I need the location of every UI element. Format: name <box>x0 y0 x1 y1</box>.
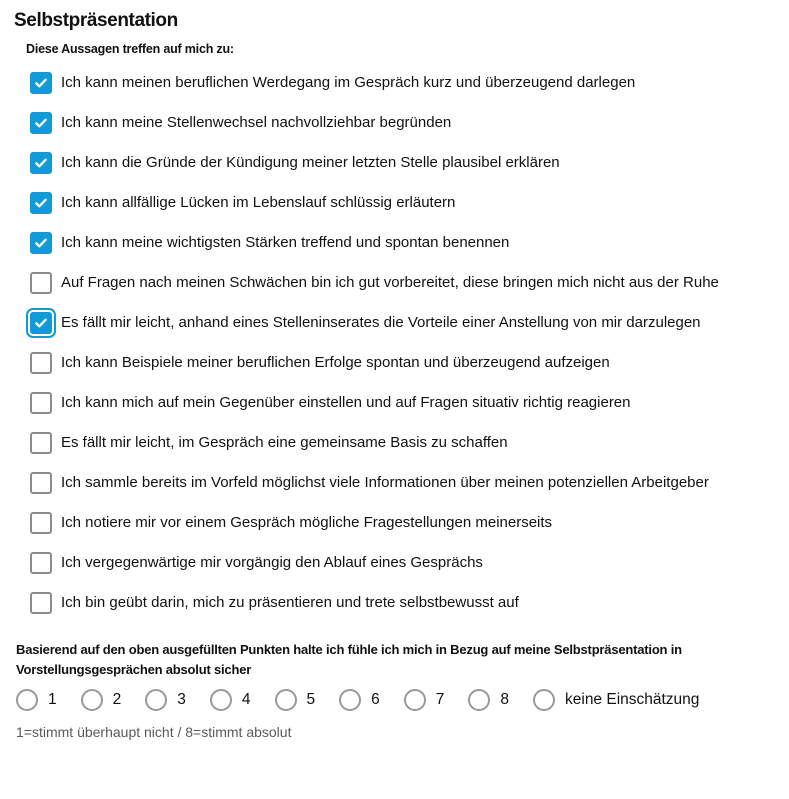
statement-row[interactable] <box>30 591 775 615</box>
rating-option-label: 7 <box>435 691 445 708</box>
rating-option-label: 3 <box>177 691 186 708</box>
statement-row[interactable] <box>30 311 775 335</box>
rating-option-label: keine Einschätzung <box>565 691 700 708</box>
statement-row[interactable] <box>30 511 775 535</box>
statement-checkbox[interactable] <box>30 392 52 414</box>
statement-checkbox[interactable] <box>30 312 52 334</box>
statement-label: Auf Fragen nach meinen Schwächen bin ich gut vorbereitet, diese bringen mich nicht aus der Ruhe <box>61 274 719 291</box>
radio-button[interactable] <box>210 689 232 711</box>
statement-row[interactable] <box>30 551 775 575</box>
rating-option-label: 5 <box>306 691 316 708</box>
rating-option-label: 8 <box>500 691 509 708</box>
statement-checkbox[interactable] <box>30 112 52 134</box>
radio-button[interactable] <box>275 689 297 711</box>
statement-row[interactable] <box>30 351 775 375</box>
statement-checkbox[interactable] <box>30 152 52 174</box>
rating-option[interactable] <box>81 689 122 711</box>
statement-checkbox[interactable] <box>30 472 52 494</box>
checkmark-icon <box>33 195 49 211</box>
checkmark-icon <box>33 75 49 91</box>
statement-label: Ich kann die Gründe der Kündigung meiner letzten Stelle plausibel erklären <box>61 154 560 171</box>
statement-row[interactable] <box>30 151 775 175</box>
rating-option-label: 6 <box>371 691 380 708</box>
rating-option[interactable] <box>210 689 251 711</box>
statement-checkbox[interactable] <box>30 552 52 574</box>
statement-checkbox[interactable] <box>30 72 52 94</box>
radio-button[interactable] <box>533 689 555 711</box>
statement-label: Ich kann mich auf mein Gegenüber einstellen und auf Fragen situativ richtig reagieren <box>61 394 631 411</box>
rating-option-label: 2 <box>112 691 122 708</box>
statement-label: Ich vergegenwärtige mir vorgängig den Ablauf eines Gesprächs <box>61 554 483 571</box>
statement-label: Es fällt mir leicht, im Gespräch eine gemeinsame Basis zu schaffen <box>61 434 508 451</box>
statement-row[interactable] <box>30 191 775 215</box>
statement-checkbox[interactable] <box>30 432 52 454</box>
statement-row[interactable] <box>30 231 775 255</box>
statement-checkbox[interactable] <box>30 272 52 294</box>
section-instruction: Diese Aussagen treffen auf mich zu: <box>26 42 234 56</box>
rating-question: Basierend auf den oben ausgefüllten Punkten halte ich fühle ich mich in Bezug auf meine Selbstpräsentation in Vorstellungsgesprächen absolut sicher <box>16 642 682 677</box>
statement-row[interactable] <box>30 471 775 495</box>
statement-row[interactable] <box>30 431 775 455</box>
checkmark-icon <box>33 155 49 171</box>
rating-option[interactable] <box>468 689 509 711</box>
rating-option-label: 4 <box>241 691 251 708</box>
statement-checkbox[interactable] <box>30 592 52 614</box>
checkmark-icon <box>33 235 49 251</box>
statement-label: Es fällt mir leicht, anhand eines Stelleninserates die Vorteile einer Anstellung von mir darzulegen <box>61 314 701 331</box>
rating-legend: 1=stimmt überhaupt nicht / 8=stimmt absolut <box>16 724 292 740</box>
rating-options <box>16 689 775 711</box>
rating-option-label: 1 <box>48 691 57 708</box>
statement-label: Ich kann Beispiele meiner beruflichen Erfolge spontan und überzeugend aufzeigen <box>61 354 610 371</box>
rating-option[interactable] <box>16 689 57 711</box>
rating-option[interactable] <box>145 689 186 711</box>
rating-option[interactable] <box>339 689 380 711</box>
statement-label: Ich kann meinen beruflichen Werdegang im Gespräch kurz und überzeugend darlegen <box>61 74 636 91</box>
statement-label: Ich kann meine wichtigsten Stärken treffend und spontan benennen <box>61 234 510 251</box>
statement-checkbox[interactable] <box>30 232 52 254</box>
statement-list <box>30 71 775 615</box>
statement-label: Ich kann allfällige Lücken im Lebenslauf schlüssig erläutern <box>61 194 456 211</box>
checkmark-icon <box>33 115 49 131</box>
rating-option[interactable] <box>275 689 316 711</box>
statement-row[interactable] <box>30 71 775 95</box>
radio-button[interactable] <box>16 689 38 711</box>
radio-button[interactable] <box>145 689 167 711</box>
page-title: Selbstpräsentation <box>14 10 178 31</box>
radio-button[interactable] <box>339 689 361 711</box>
radio-button[interactable] <box>81 689 103 711</box>
statement-row[interactable] <box>30 111 775 135</box>
checkmark-icon <box>33 315 49 331</box>
rating-option[interactable] <box>533 689 699 711</box>
statement-label: Ich notiere mir vor einem Gespräch mögliche Fragestellungen meinerseits <box>61 514 553 531</box>
radio-button[interactable] <box>404 689 426 711</box>
statement-label: Ich sammle bereits im Vorfeld möglichst viele Informationen über meinen potenziellen Arbeitgeber <box>61 474 709 491</box>
statement-label: Ich bin geübt darin, mich zu präsentieren und trete selbstbewusst auf <box>61 594 519 611</box>
statement-checkbox[interactable] <box>30 352 52 374</box>
rating-option[interactable] <box>404 689 445 711</box>
statement-checkbox[interactable] <box>30 512 52 534</box>
statement-checkbox[interactable] <box>30 192 52 214</box>
statement-row[interactable] <box>30 391 775 415</box>
statement-label: Ich kann meine Stellenwechsel nachvollziehbar begründen <box>61 114 452 131</box>
radio-button[interactable] <box>468 689 490 711</box>
statement-row[interactable] <box>30 271 775 295</box>
